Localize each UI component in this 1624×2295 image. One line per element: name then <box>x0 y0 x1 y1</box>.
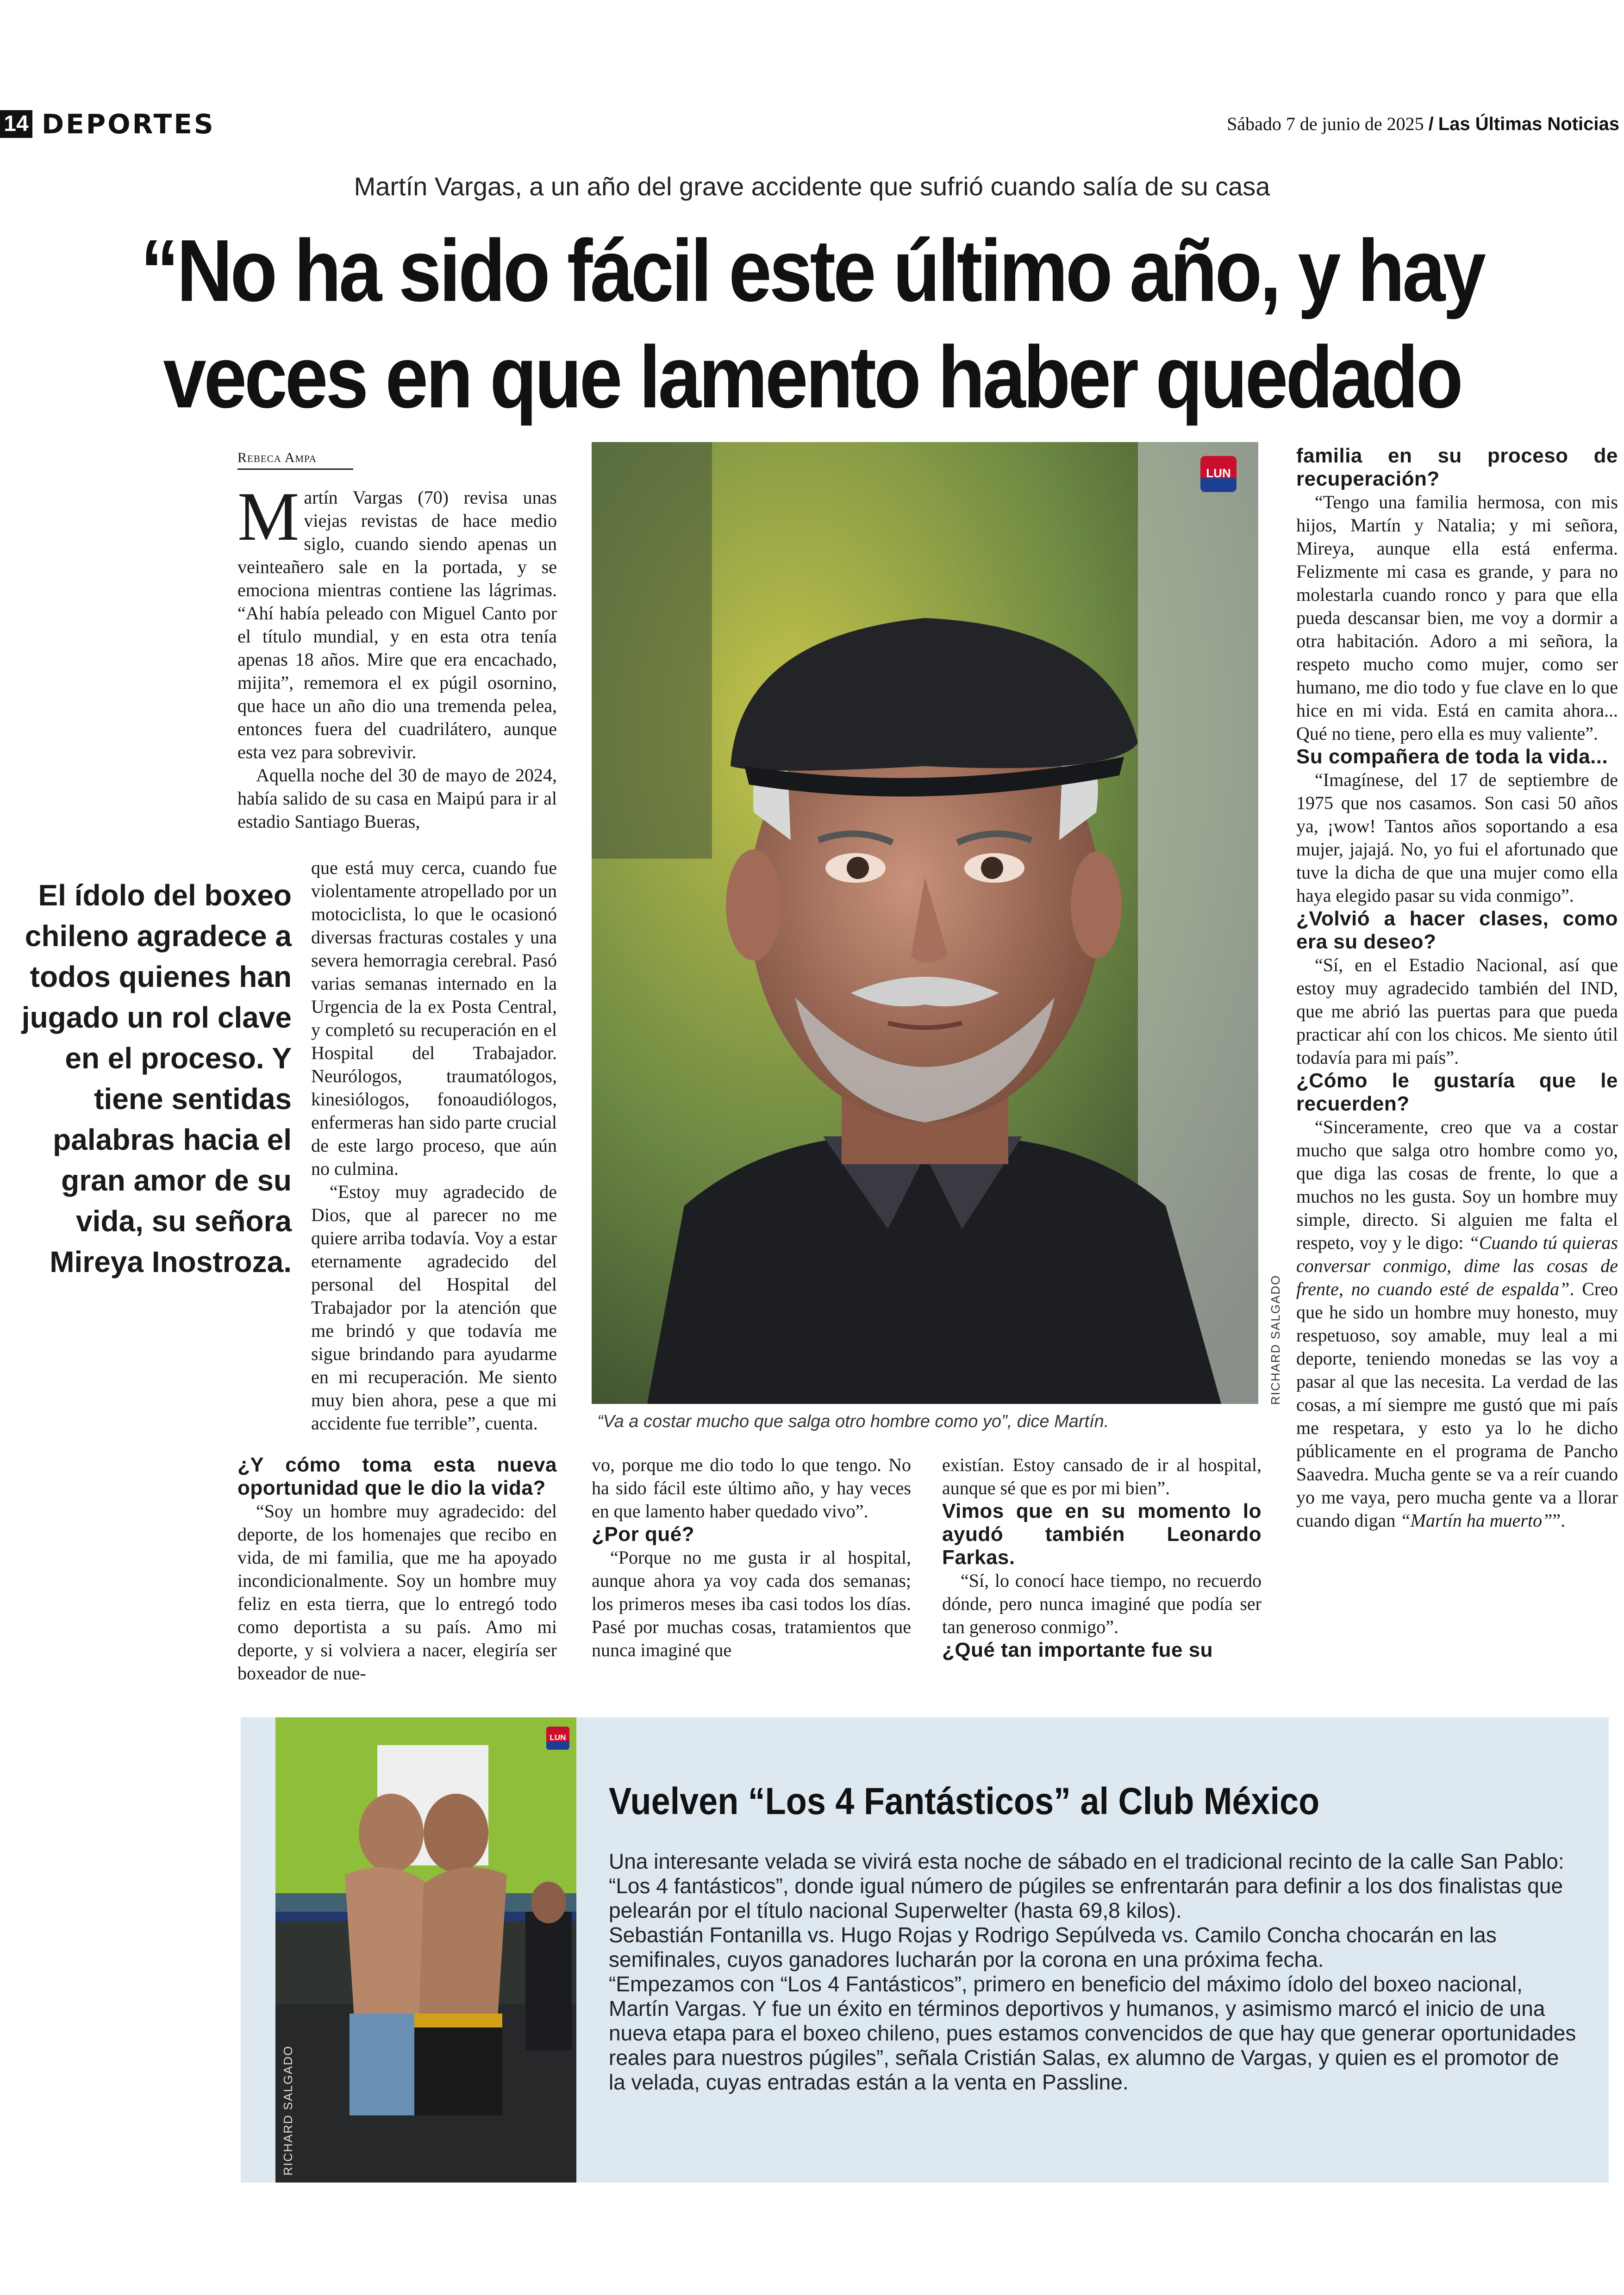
paragraph-text: ”. <box>1552 1510 1566 1531</box>
paragraph: vo, porque me dio todo lo que tengo. No ha sido fácil este último año, y hay veces en que lamento haber quedado vivo”. <box>592 1454 911 1522</box>
lun-logo-text: LUN <box>550 1733 566 1742</box>
page-number: 14 <box>0 110 32 138</box>
interview-question: ¿Volvió a hacer clases, como era su deseo? <box>1296 907 1618 953</box>
page-header <box>0 110 1624 138</box>
paragraph: existían. Estoy cansado de ir al hospital, aunque sé que es por mi bien”. <box>942 1454 1262 1498</box>
lun-logo-icon <box>1200 456 1237 492</box>
column-4 <box>1296 444 1618 1532</box>
paragraph: “Porque no me gusta ir al hospital, aunque ahora ya voy cada dos semanas; los primeros meses iba casi todos los días. Pasé por muchas cosas, tratamientos que nunca imaginé que <box>592 1547 911 1660</box>
headline-line-1: “No ha sido fácil este último año, y hay <box>140 222 1484 320</box>
column-1-narrow <box>311 856 557 1435</box>
paragraph: “Estoy muy agradecido de Dios, que al parecer no me quiere arriba todavía. Voy a estar eternamente agradecido del personal del Hospital del Trabajador por la atención que me brindó y que todavía me sigue brindando para ayudarme en mi recuperación. Me siento muy bien ahora, pese a que mi accidente fue terrible”, cuenta. <box>311 1181 557 1434</box>
dateline <box>1227 110 1619 138</box>
paragraph: “Sí, en el Estadio Nacional, así que estoy muy agradecido también del IND, que me abrió las puertas para que pueda practicar ahí con los chicos. Me siento útil todavía para mi país”. <box>1296 954 1618 1068</box>
photo-caption: “Va a costar mucho que salga otro hombre como yo”, dice Martín. <box>597 1412 1109 1431</box>
column-3 <box>942 1453 1262 1662</box>
sidebar-paragraph: “Empezamos con “Los 4 Fantásticos”, primero en beneficio del máximo ídolo del boxeo nacional, Martín Vargas. Y fue un éxito en términos deportivos y humanos, y asimismo marcó el inicio de una nueva etapa para el boxeo chileno, pues estamos convencidos de que hay que generar oportunidades reales para nuestros púgiles”, señala Cristián Salas, ex alumno de Vargas, y quien es el promotor de la velada, cuyas entradas están a la venta en Passline. <box>609 1972 1576 2094</box>
photo-credit: RICHARD SALGADO <box>1268 1274 1282 1405</box>
paragraph: “Imagínese, del 17 de septiembre de 1975 que nos casamos. Son casi 50 años ya, ¡wow! Tantos años soportando a esa mujer, jajajá. No, yo fui el afortunado que tuve la dicha de que una mujer como ella haya elegido pasar su vida conmigo”. <box>1296 769 1618 906</box>
portrait-illustration <box>592 442 1258 1404</box>
boxers-illustration <box>275 1717 576 2183</box>
boxers-photo <box>275 1717 576 2183</box>
publication-name: Las Últimas Noticias <box>1438 114 1619 134</box>
column-2 <box>592 1453 911 1662</box>
interview-question: ¿Por qué? <box>592 1523 695 1546</box>
lead-paragraph-text: artín Vargas (70) revisa unas viejas revistas de hace medio siglo, cuando siendo apenas un veinteañero sale en la portada, y se emociona mientras contiene las lágrimas. “Ahí había peleado con Miguel Canto por el título mundial, y en esta otra tenía apenas 18 años. Mire que era encachado, mijita”, rememora el ex púgil osornino, que hace un año dio una tremenda pelea, entonces fuera del cuadrilátero, aunque esta vez para sobrevivir. <box>237 487 557 762</box>
byline: Rebeca Ampa <box>237 450 317 465</box>
section-name: DEPORTES <box>42 108 215 140</box>
paragraph: “Tengo una familia hermosa, con mis hijos, Martín y Natalia; y mi señora, Mireya, aunque ella está enferma. Felizmente mi casa es grande, y para no molestarla cuando ronco y para que ella pueda descansar bien, me voy a dormir a otra habitación. Adoro a mi señora, la respeto mucho como mujer, como ser humano, me dio todo y fue clave en lo que hice en mi vida. Está en camita ahora... Qué no tiene, pero ella es muy valiente”. <box>1296 492 1618 744</box>
paragraph-text: . Creo que he sido un hombre muy honesto, muy respetuoso, soy amable, muy leal a mi deporte, teniendo monedas se las voy a pasar al que las necesita. La verdad de las cosas, a mí siempre me gustó que mi país me respetara, y esto ya lo he dicho públicamente en el programa de Pancho Saavedra. Mucha gente se va a reír cuando yo me vaya, pero mucha gente va a llorar cuando digan <box>1296 1278 1618 1531</box>
paragraph <box>1296 1116 1618 1532</box>
paragraph: que está muy cerca, cuando fue violentamente atropellado por un motociclista, lo que le ocasionó diversas fracturas costales y una severa hemorragia cerebral. Pasó varias semanas internado en la Urgencia de la ex Posta Central, y completó su recuperación en el Hospital del Trabajador. Neurólogos, traumatólogos, kinesiólogos, fonoaudiólogos, enfermeras han sido parte crucial de este largo proceso, que aún no culmina. <box>311 857 557 1179</box>
drop-cap: M <box>237 478 300 555</box>
pull-quote: El ídolo del boxeo chileno agradece a todos quienes han jugado un rol clave en el proceso. Y tiene sentidas palabras hacia el gran amor de su vida, su señora Mireya Inostroza. <box>21 879 292 1278</box>
interview-question: familia en su proceso de recuperación? <box>1296 444 1618 490</box>
paragraph: “Sí, lo conocí hace tiempo, no recuerdo dónde, pero nunca imaginé que podía ser tan generoso conmigo”. <box>942 1570 1262 1637</box>
quoted-text: “Martín ha muerto” <box>1400 1510 1553 1531</box>
portrait-photo <box>592 442 1258 1404</box>
column-1-top <box>237 478 557 833</box>
sidebar-paragraph: Sebastián Fontanilla vs. Hugo Rojas y Rodrigo Sepúlveda vs. Camilo Concha chocarán en las semifinales, cuyos ganadores lucharán por la corona en una próxima fecha. <box>609 1923 1497 1971</box>
issue-date: Sábado 7 de junio de 2025 <box>1227 113 1424 134</box>
photo-credit: RICHARD SALGADO <box>281 2045 295 2176</box>
interview-question: Vimos que en su momento lo ayudó también Leonardo Farkas. <box>942 1500 1262 1569</box>
interview-question: ¿Y cómo toma esta nueva oportunidad que le dio la vida? <box>237 1453 557 1499</box>
column-1-bottom <box>237 1453 557 1685</box>
article-kicker: Martín Vargas, a un año del grave accidente que sufrió cuando salía de su casa <box>354 172 1270 201</box>
lead-paragraph <box>237 478 557 764</box>
headline-line-2: veces en que lamento haber quedado <box>163 328 1461 426</box>
sidebar-text <box>609 1849 1576 2095</box>
paragraph: Aquella noche del 30 de mayo de 2024, había salido de su casa en Maipú para ir al estadio Santiago Bueras, <box>237 765 557 832</box>
paragraph: “Soy un hombre muy agradecido: del deporte, de los homenajes que recibo en vida, de mi familia, que me ha apoyado incondicionalmente. Soy un hombre muy feliz en esta tierra, que lo entregó todo como deportista a su país. Amo mi deporte, y si volviera a nacer, elegiría ser boxeador de nue- <box>237 1501 557 1684</box>
dateline-separator: / <box>1428 114 1434 134</box>
interview-question: Su compañera de toda la vida... <box>1296 745 1608 768</box>
quoted-text: “Cuando tú quieras conversar conmigo, dime las cosas de frente, no cuando esté de espalda” <box>1296 1232 1618 1299</box>
byline-rule <box>237 468 353 470</box>
sidebar-title: Vuelven “Los 4 Fantásticos” al Club México <box>609 1780 1320 1822</box>
lun-logo-text: LUN <box>1206 466 1231 480</box>
interview-question: ¿Cómo le gustaría que le recuerden? <box>1296 1069 1618 1115</box>
interview-question: ¿Qué tan importante fue su <box>942 1639 1213 1661</box>
sidebar-paragraph: Una interesante velada se vivirá esta noche de sábado en el tradicional recinto de la calle San Pablo: “Los 4 fantásticos”, donde igual número de púgiles se enfrentarán para definir a los dos finalistas que pelearán por el título nacional Superwelter (hasta 69,8 kilos). <box>609 1849 1564 1922</box>
lun-logo-icon <box>546 1727 569 1750</box>
paragraph-text: “Sinceramente, creo que va a costar mucho que salga otro hombre como yo, que diga las cosas de frente, lo que a muchos no les gusta. Soy un hombre muy simple, directo. Si alguien me falta el respeto, voy y le digo: <box>1296 1116 1618 1253</box>
